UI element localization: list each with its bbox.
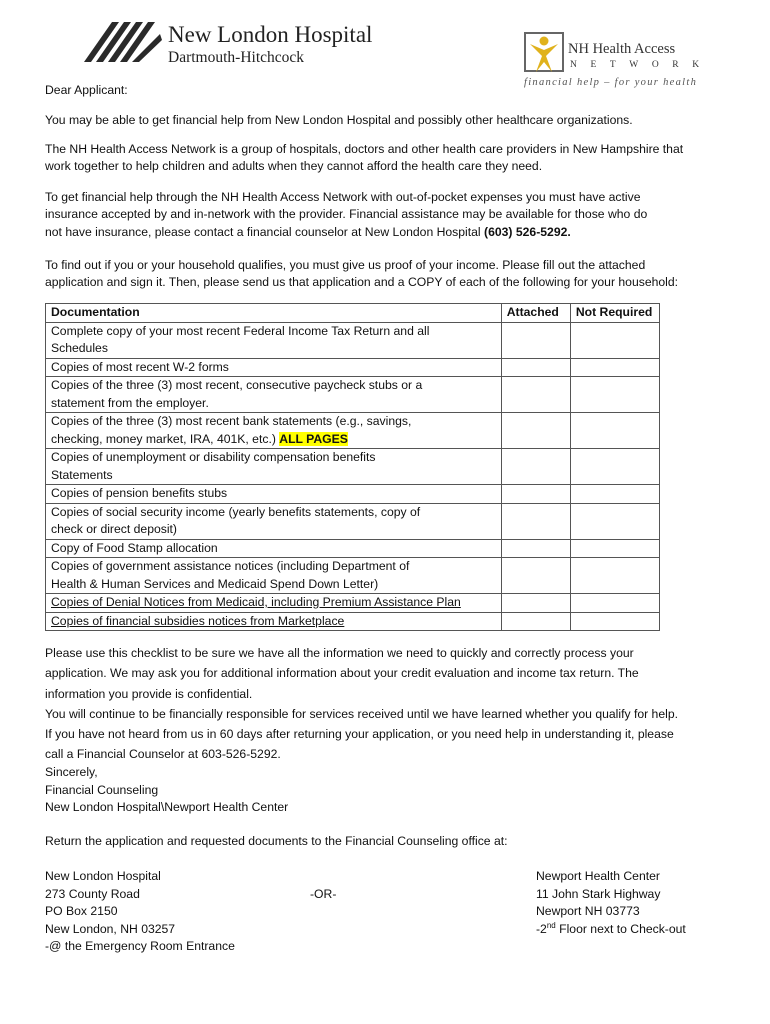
attached-checkbox-cell[interactable] [501, 539, 570, 558]
table-row [46, 594, 660, 613]
table-header-row [46, 304, 660, 323]
table-row [46, 413, 660, 449]
not-required-checkbox-cell[interactable] [570, 594, 659, 613]
row-text: Copies of social security income (yearly benefits statements, copy of [51, 504, 421, 519]
signer-department: Financial Counseling [45, 782, 159, 797]
column-header-documentation: Documentation [46, 304, 502, 323]
closing-line: If you have not heard from us in 60 days after returning your application, or you need help in understanding it, please [45, 727, 674, 742]
paragraph-proof-l2: application and sign it. Then, please send us that application and a COPY of each of the following for your household: [45, 275, 679, 289]
network-name: NH Health Access [568, 41, 676, 57]
not-required-checkbox-cell[interactable] [570, 612, 659, 631]
document-cell [46, 558, 502, 594]
address-line: -@ the Emergency Room Entrance [45, 939, 235, 953]
document-cell [46, 503, 502, 539]
attached-checkbox-cell[interactable] [501, 377, 570, 413]
not-required-checkbox-cell[interactable] [570, 485, 659, 504]
attached-checkbox-cell[interactable] [501, 413, 570, 449]
closing-line: You will continue to be financially responsible for services received until we have learned whether you qualify for help. [45, 706, 678, 721]
signature-block [45, 764, 288, 817]
row-text: Copies of most recent W-2 forms [51, 359, 229, 374]
closing-line: information you provide is confidential. [45, 686, 253, 701]
row-text: checking, money market, IRA, 401K, etc.) [51, 431, 276, 446]
document-cell [46, 377, 502, 413]
documentation-checklist-table [45, 303, 660, 631]
document-cell [46, 539, 502, 558]
health-access-network-logo-icon [522, 30, 566, 76]
table-row [46, 322, 660, 358]
address-line: 11 John Stark Highway [536, 886, 661, 901]
row-text: Copies of financial subsidies notices from Marketplace [51, 613, 345, 628]
row-text: Schedules [51, 341, 108, 355]
floor-description: Floor next to Check-out [555, 921, 686, 936]
table-row [46, 377, 660, 413]
row-text: Copy of Food Stamp allocation [51, 540, 218, 555]
row-text: Copies of unemployment or disability compensation benefits [51, 450, 376, 464]
paragraph-network-l1: The NH Health Access Network is a group of hospitals, doctors and other health care providers in New Hampshire that [45, 142, 684, 156]
not-required-checkbox-cell[interactable] [570, 377, 659, 413]
hospital-name: New London Hospital [168, 22, 373, 47]
table-row [46, 358, 660, 377]
not-required-checkbox-cell[interactable] [570, 539, 659, 558]
paragraph-intro: You may be able to get financial help from New London Hospital and possibly other healthcare organizations. [45, 113, 633, 127]
paragraph-proof-l1: To find out if you or your household qualifies, you must give us proof of your income. Please fill out the attached [45, 258, 646, 272]
closing-line: application. We may ask you for additional information about your credit evaluation and income tax return. The [45, 666, 639, 681]
address-line-floor [536, 921, 686, 939]
paragraph-network-l2: work together to help children and adults when they cannot afford the health care they need. [45, 159, 543, 173]
document-cell [46, 358, 502, 377]
row-text: check or direct deposit) [51, 522, 177, 536]
paragraph-insurance-l3 [45, 224, 571, 242]
row-text: Complete copy of your most recent Federal Income Tax Return and all [51, 323, 430, 338]
floor-number: -2 [536, 921, 547, 936]
table-row [46, 612, 660, 631]
document-cell [46, 449, 502, 485]
table-row [46, 558, 660, 594]
network-tagline: financial help – for your health [524, 77, 698, 88]
phone-number: (603) 526-5292. [484, 225, 571, 239]
floor-suffix: nd [546, 920, 556, 930]
document-cell [46, 413, 502, 449]
not-required-checkbox-cell[interactable] [570, 449, 659, 485]
address-newport [536, 868, 686, 938]
signer-organization: New London Hospital\Newport Health Center [45, 800, 289, 814]
column-header-not-required: Not Required [570, 304, 659, 323]
attached-checkbox-cell[interactable] [501, 322, 570, 358]
attached-checkbox-cell[interactable] [501, 558, 570, 594]
network-word: NETWORK [570, 60, 713, 70]
document-cell [46, 594, 502, 613]
row-text: statement from the employer. [51, 395, 209, 410]
column-header-attached: Attached [501, 304, 570, 323]
row-text: Health & Human Services and Medicaid Spend Down Letter) [51, 576, 379, 591]
address-line: Newport NH 03773 [536, 904, 640, 918]
document-cell [46, 485, 502, 504]
address-line: 273 County Road [45, 886, 140, 901]
address-or-separator: -OR- [310, 887, 337, 901]
address-line: Newport Health Center [536, 869, 660, 883]
document-cell [46, 612, 502, 631]
address-line: New London, NH 03257 [45, 921, 176, 936]
insurance-text: not have insurance, please contact a financial counselor at New London Hospital [45, 225, 481, 239]
table-row [46, 485, 660, 504]
row-text: Copies of the three (3) most recent bank statements (e.g., savings, [51, 414, 412, 428]
row-text: Copies of Denial Notices from Medicaid, including Premium Assistance Plan [51, 595, 461, 609]
attached-checkbox-cell[interactable] [501, 503, 570, 539]
not-required-checkbox-cell[interactable] [570, 558, 659, 594]
row-text: Statements [51, 467, 113, 482]
not-required-checkbox-cell[interactable] [570, 413, 659, 449]
table-row [46, 449, 660, 485]
hospital-subtitle: Dartmouth-Hitchcock [168, 49, 305, 66]
address-new-london [45, 868, 235, 956]
paragraph-insurance-l2: insurance accepted by and in-network with the provider. Financial assistance may be available for those who do [45, 207, 648, 221]
attached-checkbox-cell[interactable] [501, 485, 570, 504]
not-required-checkbox-cell[interactable] [570, 322, 659, 358]
table-row [46, 503, 660, 539]
row-text: Copies of the three (3) most recent, consecutive paycheck stubs or a [51, 378, 423, 392]
closing-line: Please use this checklist to be sure we have all the information we need to quickly and correctly process your [45, 646, 634, 660]
attached-checkbox-cell[interactable] [501, 612, 570, 631]
return-instruction: Return the application and requested documents to the Financial Counseling office at: [45, 834, 508, 848]
not-required-checkbox-cell[interactable] [570, 358, 659, 377]
address-line: New London Hospital [45, 869, 161, 883]
all-pages-highlight: ALL PAGES [279, 431, 348, 446]
row-text: Copies of government assistance notices (including Department of [51, 559, 410, 573]
sign-off: Sincerely, [45, 765, 98, 779]
closing-line: call a Financial Counselor at 603-526-5292. [45, 747, 281, 762]
document-cell [46, 322, 502, 358]
attached-checkbox-cell[interactable] [501, 449, 570, 485]
attached-checkbox-cell[interactable] [501, 594, 570, 613]
table-row [46, 539, 660, 558]
row-text: Copies of pension benefits stubs [51, 486, 228, 500]
closing-text [45, 643, 678, 765]
address-line: PO Box 2150 [45, 904, 118, 918]
not-required-checkbox-cell[interactable] [570, 503, 659, 539]
attached-checkbox-cell[interactable] [501, 358, 570, 377]
salutation: Dear Applicant: [45, 83, 128, 97]
paragraph-insurance-l1: To get financial help through the NH Health Access Network with out-of-pocket expenses you must have active [45, 190, 641, 204]
